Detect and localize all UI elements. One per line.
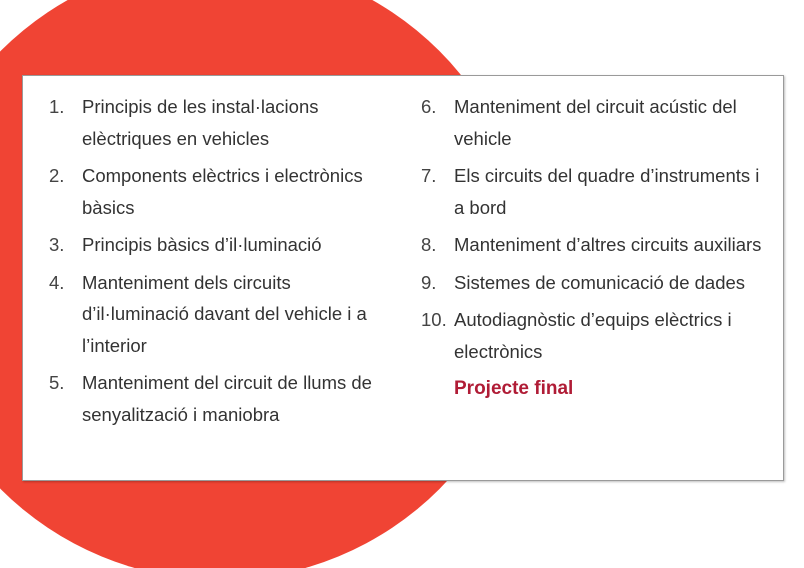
- item-title: Principis de les instal·lacions elèctriques en vehicles: [82, 96, 319, 149]
- list-item: [421, 160, 771, 223]
- list-item: [421, 267, 771, 299]
- item-title: Manteniment del circuit acústic del vehicle: [454, 96, 737, 149]
- item-title: Manteniment dels circuits d’il·luminació davant del vehicle i a l’interior: [82, 271, 367, 356]
- list-item: [49, 91, 399, 154]
- list-item: [421, 304, 771, 367]
- item-title: Els circuits del quadre d’instruments i a bord: [454, 165, 760, 218]
- item-title: Autodiagnòstic d’equips elèctrics i electrònics: [454, 309, 732, 362]
- list-item: [421, 229, 771, 261]
- item-title: Principis bàsics d’il·luminació: [82, 234, 322, 255]
- list-item: [49, 267, 399, 362]
- contents-list-left: [49, 91, 399, 436]
- item-number: 5.: [49, 372, 65, 393]
- item-number: 3.: [49, 234, 65, 255]
- item-title: Manteniment del circuit de llums de senyalització i maniobra: [82, 372, 372, 425]
- item-number: 2.: [49, 165, 65, 186]
- item-title: Sistemes de comunicació de dades: [454, 271, 746, 293]
- list-item: [49, 367, 399, 430]
- item-number: 1.: [49, 96, 65, 117]
- item-number: 10.: [421, 309, 447, 330]
- list-item: [421, 91, 771, 154]
- contents-list-right: [421, 91, 771, 404]
- item-number: 7.: [421, 165, 437, 186]
- item-number: 6.: [421, 96, 437, 117]
- contents-card: [22, 75, 784, 481]
- final-project-label: Projecte final: [454, 378, 574, 399]
- item-title: Components elèctrics i electrònics bàsics: [82, 165, 363, 218]
- item-number: 4.: [49, 271, 65, 293]
- list-item: [49, 160, 399, 223]
- list-item: [49, 229, 399, 261]
- item-number: 9.: [421, 271, 437, 293]
- item-title: Manteniment d’altres circuits auxiliars: [454, 234, 762, 255]
- item-number: 8.: [421, 234, 437, 255]
